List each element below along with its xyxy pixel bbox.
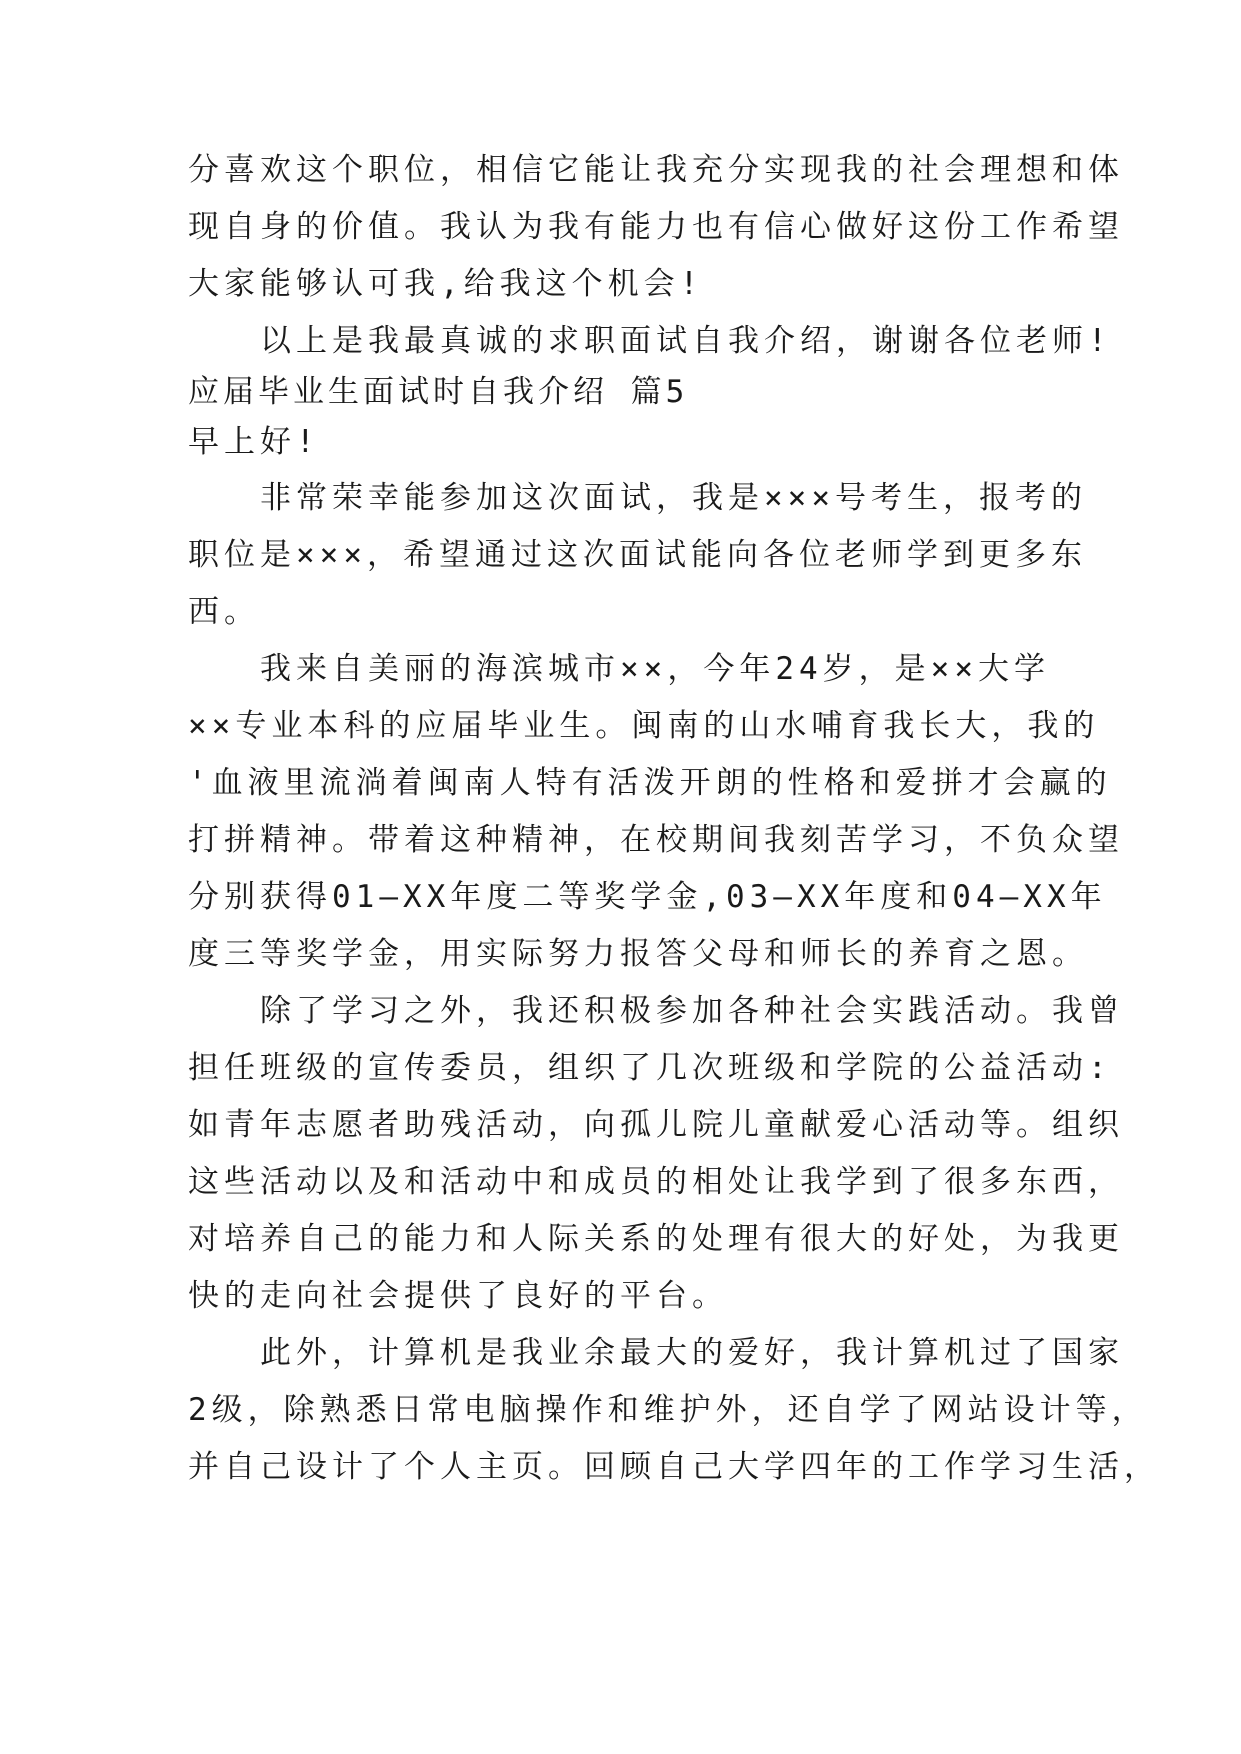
- text-line: 除了学习之外，我还积极参加各种社会实践活动。我曾: [188, 993, 1124, 1029]
- text-line: 分别获得01—XX年度二等奖学金,03—XX年度和04—XX年: [188, 879, 1107, 915]
- text-line: 大家能够认可我,给我这个机会!: [188, 266, 704, 302]
- text-line: '血液里流淌着闽南人特有活泼开朗的性格和爱拼才会赢的: [188, 765, 1112, 801]
- text-line: 如青年志愿者助残活动，向孤儿院儿童献爱心活动等。组织: [188, 1107, 1124, 1143]
- text-line: 对培养自己的能力和人际关系的处理有很大的好处，为我更: [188, 1221, 1124, 1257]
- text-line: 2级，除熟悉日常电脑操作和维护外，还自学了网站设计等，: [188, 1392, 1148, 1428]
- greeting-line: 早上好!: [188, 424, 320, 460]
- text-line: 快的走向社会提供了良好的平台。: [188, 1278, 728, 1314]
- text-line: 非常荣幸能参加这次面试，我是×××号考生，报考的: [188, 480, 1087, 516]
- text-line: ××专业本科的应届毕业生。闽南的山水哺育我长大，我的: [188, 708, 1100, 744]
- text-line: 并自己设计了个人主页。回顾自己大学四年的工作学习生活，: [188, 1449, 1160, 1485]
- text-line: 我来自美丽的海滨城市××，今年24岁，是××大学: [188, 651, 1050, 687]
- text-line: 这些活动以及和活动中和成员的相处让我学到了很多东西，: [188, 1164, 1124, 1200]
- text-line: 度三等奖学金，用实际努力报答父母和师长的养育之恩。: [188, 936, 1088, 972]
- text-line: 此外，计算机是我业余最大的爱好，我计算机过了国家: [188, 1335, 1124, 1371]
- text-line: 分喜欢这个职位，相信它能让我充分实现我的社会理想和体: [188, 152, 1124, 188]
- text-line: 以上是我最真诚的求职面试自我介绍，谢谢各位老师!: [188, 323, 1112, 359]
- section-heading: 应届毕业生面试时自我介绍 篇5: [188, 374, 689, 410]
- text-line: 西。: [188, 594, 260, 630]
- text-line: 担任班级的宣传委员，组织了几次班级和学院的公益活动:: [188, 1050, 1112, 1086]
- text-line: 打拼精神。带着这种精神，在校期间我刻苦学习，不负众望: [188, 822, 1124, 858]
- text-line: 现自身的价值。我认为我有能力也有信心做好这份工作希望: [188, 209, 1124, 245]
- text-line: 职位是×××，希望通过这次面试能向各位老师学到更多东: [188, 537, 1087, 573]
